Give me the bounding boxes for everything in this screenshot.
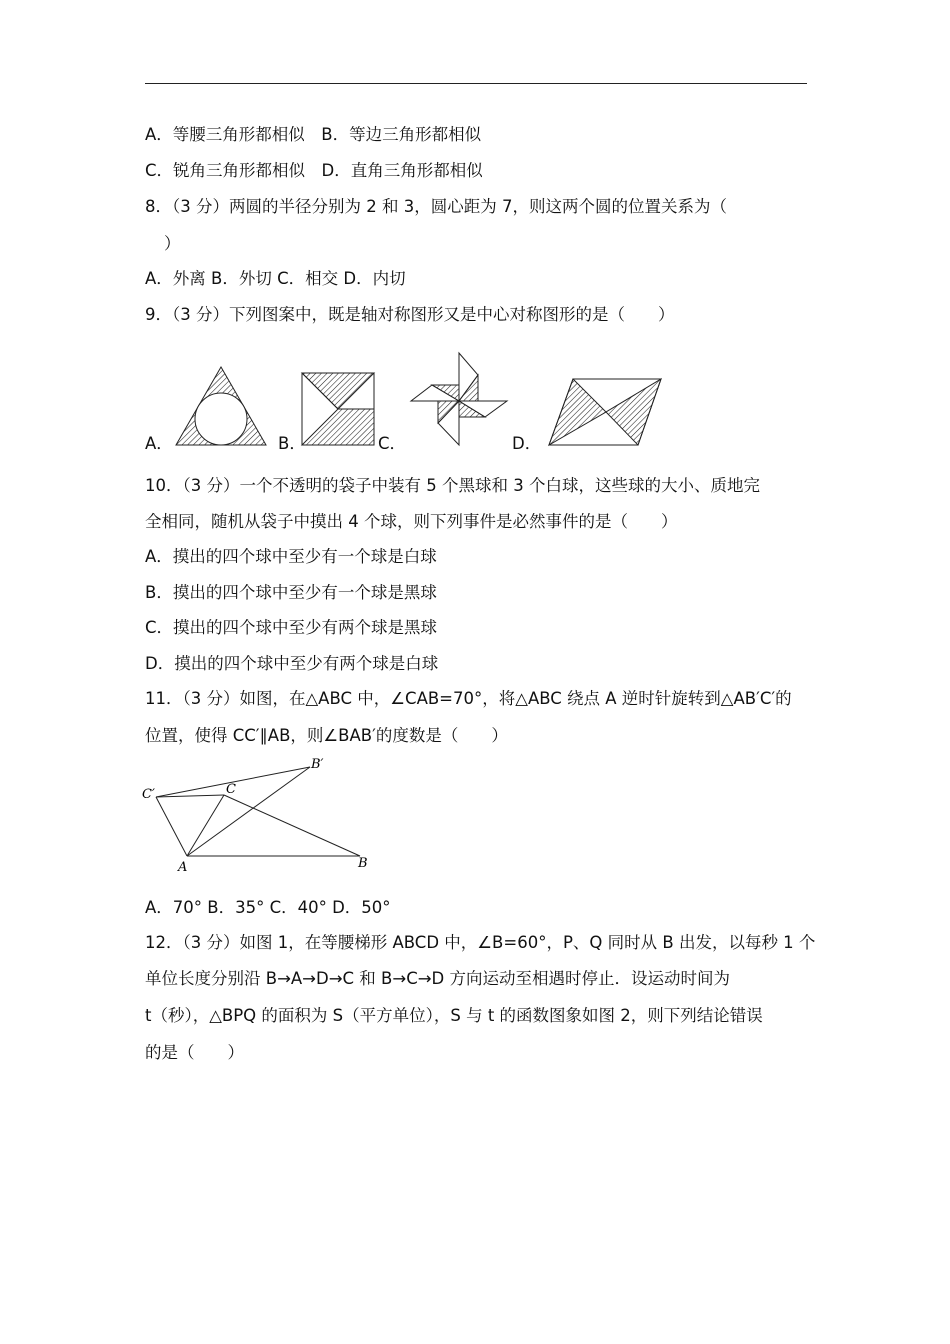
point-b-prime-label: B′ (311, 757, 324, 772)
q12-stem-line2: 单位长度分别沿 B→A→D→C 和 B→C→D 方向运动至相遇时停止．设运动时间为 (145, 969, 730, 988)
q7-options-line1: A．等腰三角形都相似 B．等边三角形都相似 (145, 125, 482, 144)
q9-figures (140, 345, 680, 457)
q12-stem-line3: t（秒），△BPQ 的面积为 S（平方单位），S 与 t 的函数图象如图 2，则下列结论错误 (145, 1006, 763, 1025)
q11-options: A．70° B．35° C．40° D．50° (145, 898, 391, 917)
q10-option-b: B．摸出的四个球中至少有一个球是黑球 (145, 583, 437, 602)
q9-stem: 9．（3 分）下列图案中，既是轴对称图形又是中心对称图形的是（ ） (145, 305, 675, 324)
q10-stem-line2: 全相同，随机从袋子中摸出 4 个球，则下列事件是必然事件的是（ ） (145, 512, 678, 531)
q11-stem-line1: 11．（3 分）如图，在△ABC 中，∠CAB=70°，将△ABC 绕点 A 逆时针旋转到△AB′C′的 (145, 689, 792, 708)
q10-option-a: A．摸出的四个球中至少有一个球是白球 (145, 547, 437, 566)
point-c-label: C (226, 782, 236, 797)
q8-options: A．外离 B．外切 C．相交 D．内切 (145, 269, 406, 288)
q12-stem-line1: 12．（3 分）如图 1，在等腰梯形 ABCD 中，∠B=60°，P、Q 同时从 B 出发，以每秒 1 个 (145, 933, 816, 952)
q10-option-d: D．摸出的四个球中至少有两个球是白球 (145, 654, 439, 673)
figure-d-label: D． (512, 434, 542, 453)
figure-c-label: C． (378, 434, 407, 453)
figure-b-label: B． (278, 434, 306, 453)
q8-stem-close: ） (164, 234, 181, 253)
point-c-prime-label: C′ (142, 787, 155, 802)
q11-rotation-figure (140, 755, 380, 875)
figure-b-square (302, 373, 374, 445)
q12-stem-line4: 的是（ ） (145, 1043, 244, 1062)
figure-c-pinwheel (411, 353, 507, 445)
figure-a-triangle-circle (176, 367, 266, 445)
point-b-label: B (358, 856, 368, 871)
q7-options-line2: C．锐角三角形都相似 D．直角三角形都相似 (145, 161, 483, 180)
point-a-label: A (178, 860, 188, 875)
q10-stem-line1: 10．（3 分）一个不透明的袋子中装有 5 个黑球和 3 个白球，这些球的大小、质地完 (145, 476, 760, 495)
figure-d-parallelogram (549, 379, 661, 445)
header-rule (145, 83, 807, 84)
q11-stem-line2: 位置，使得 CC′∥AB，则∠BAB′的度数是（ ） (145, 726, 508, 745)
figure-a-label: A． (145, 434, 173, 453)
q10-option-c: C．摸出的四个球中至少有两个球是黑球 (145, 618, 438, 637)
q8-stem: 8．（3 分）两圆的半径分别为 2 和 3，圆心距为 7，则这两个圆的位置关系为（ (145, 197, 727, 216)
